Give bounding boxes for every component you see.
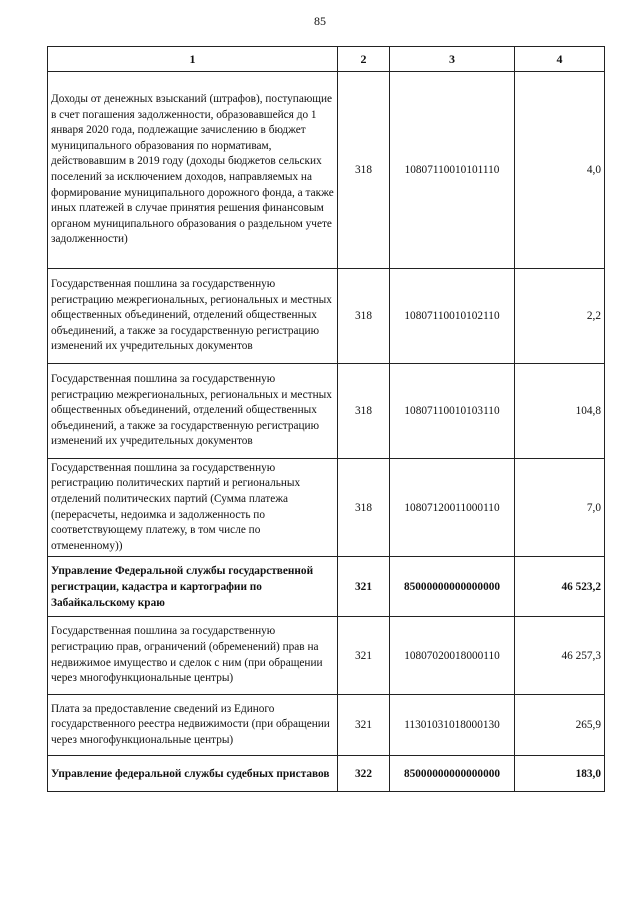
column-header-1: 1 <box>48 47 338 72</box>
row-code: 318 <box>338 459 390 557</box>
row-kbk: 10807110010101110 <box>390 72 515 269</box>
table-row <box>48 557 605 617</box>
row-name: Государственная пошлина за государственную регистрацию межрегиональных, региональных и местных общественных объединений, отделений общественных объединений, а также за государственную регистрацию изменений их учредительных документов <box>48 364 338 459</box>
row-code: 318 <box>338 269 390 364</box>
table-row <box>48 459 605 557</box>
budget-table <box>47 46 605 792</box>
row-kbk: 11301031018000130 <box>390 695 515 756</box>
column-header-2: 2 <box>338 47 390 72</box>
row-code: 322 <box>338 756 390 792</box>
row-kbk: 10807020018000110 <box>390 617 515 695</box>
row-kbk: 10807110010103110 <box>390 364 515 459</box>
row-amount: 4,0 <box>515 72 605 269</box>
table-row <box>48 756 605 792</box>
table-header-row <box>48 47 605 72</box>
row-amount: 46 523,2 <box>515 557 605 617</box>
row-code: 321 <box>338 617 390 695</box>
row-code: 318 <box>338 364 390 459</box>
row-amount: 183,0 <box>515 756 605 792</box>
column-header-3: 3 <box>390 47 515 72</box>
row-code: 321 <box>338 557 390 617</box>
row-kbk: 10807110010102110 <box>390 269 515 364</box>
row-name: Государственная пошлина за государственную регистрацию межрегиональных, региональных и местных общественных объединений, отделений общественных объединений, а также за государственную регистрацию изменений их учредительных документов <box>48 269 338 364</box>
table-row <box>48 72 605 269</box>
table-row <box>48 364 605 459</box>
row-name: Государственная пошлина за государственную регистрацию прав, ограничений (обременений) прав на недвижимое имущество и сделок с ним (при обращении через многофункциональные центры) <box>48 617 338 695</box>
row-name: Управление федеральной службы судебных приставов <box>48 756 338 792</box>
table-row <box>48 269 605 364</box>
row-name: Государственная пошлина за государственную регистрацию политических партий и региональных отделений политических партий (Сумма платежа (перерасчеты, недоимка и задолженность по соответствующему платежу, в том числе по отмененному)) <box>48 459 338 557</box>
row-amount: 7,0 <box>515 459 605 557</box>
row-amount: 104,8 <box>515 364 605 459</box>
row-amount: 46 257,3 <box>515 617 605 695</box>
table-row <box>48 617 605 695</box>
row-name: Плата за предоставление сведений из Единого государственного реестра недвижимости (при обращении через многофункциональные центры) <box>48 695 338 756</box>
row-kbk: 85000000000000000 <box>390 756 515 792</box>
row-code: 321 <box>338 695 390 756</box>
row-code: 318 <box>338 72 390 269</box>
table-row <box>48 695 605 756</box>
row-kbk: 85000000000000000 <box>390 557 515 617</box>
row-kbk: 10807120011000110 <box>390 459 515 557</box>
row-name: Доходы от денежных взысканий (штрафов), поступающие в счет погашения задолженности, образовавшейся до 1 января 2020 года, подлежащие зачислению в бюджет муниципального образования по нормативам, действовавшим в 2019 году (доходы бюджетов сельских поселений за исключением доходов, направляемых на формирование муниципального дорожного фонда, а также иных платежей в случае принятия решения финансовым органом муниципального образования о раздельном учете задолженности) <box>48 72 338 269</box>
row-amount: 2,2 <box>515 269 605 364</box>
row-amount: 265,9 <box>515 695 605 756</box>
column-header-4: 4 <box>515 47 605 72</box>
page-number: 85 <box>314 14 326 28</box>
row-name: Управление Федеральной службы государственной регистрации, кадастра и картографии по Забайкальскому краю <box>48 557 338 617</box>
